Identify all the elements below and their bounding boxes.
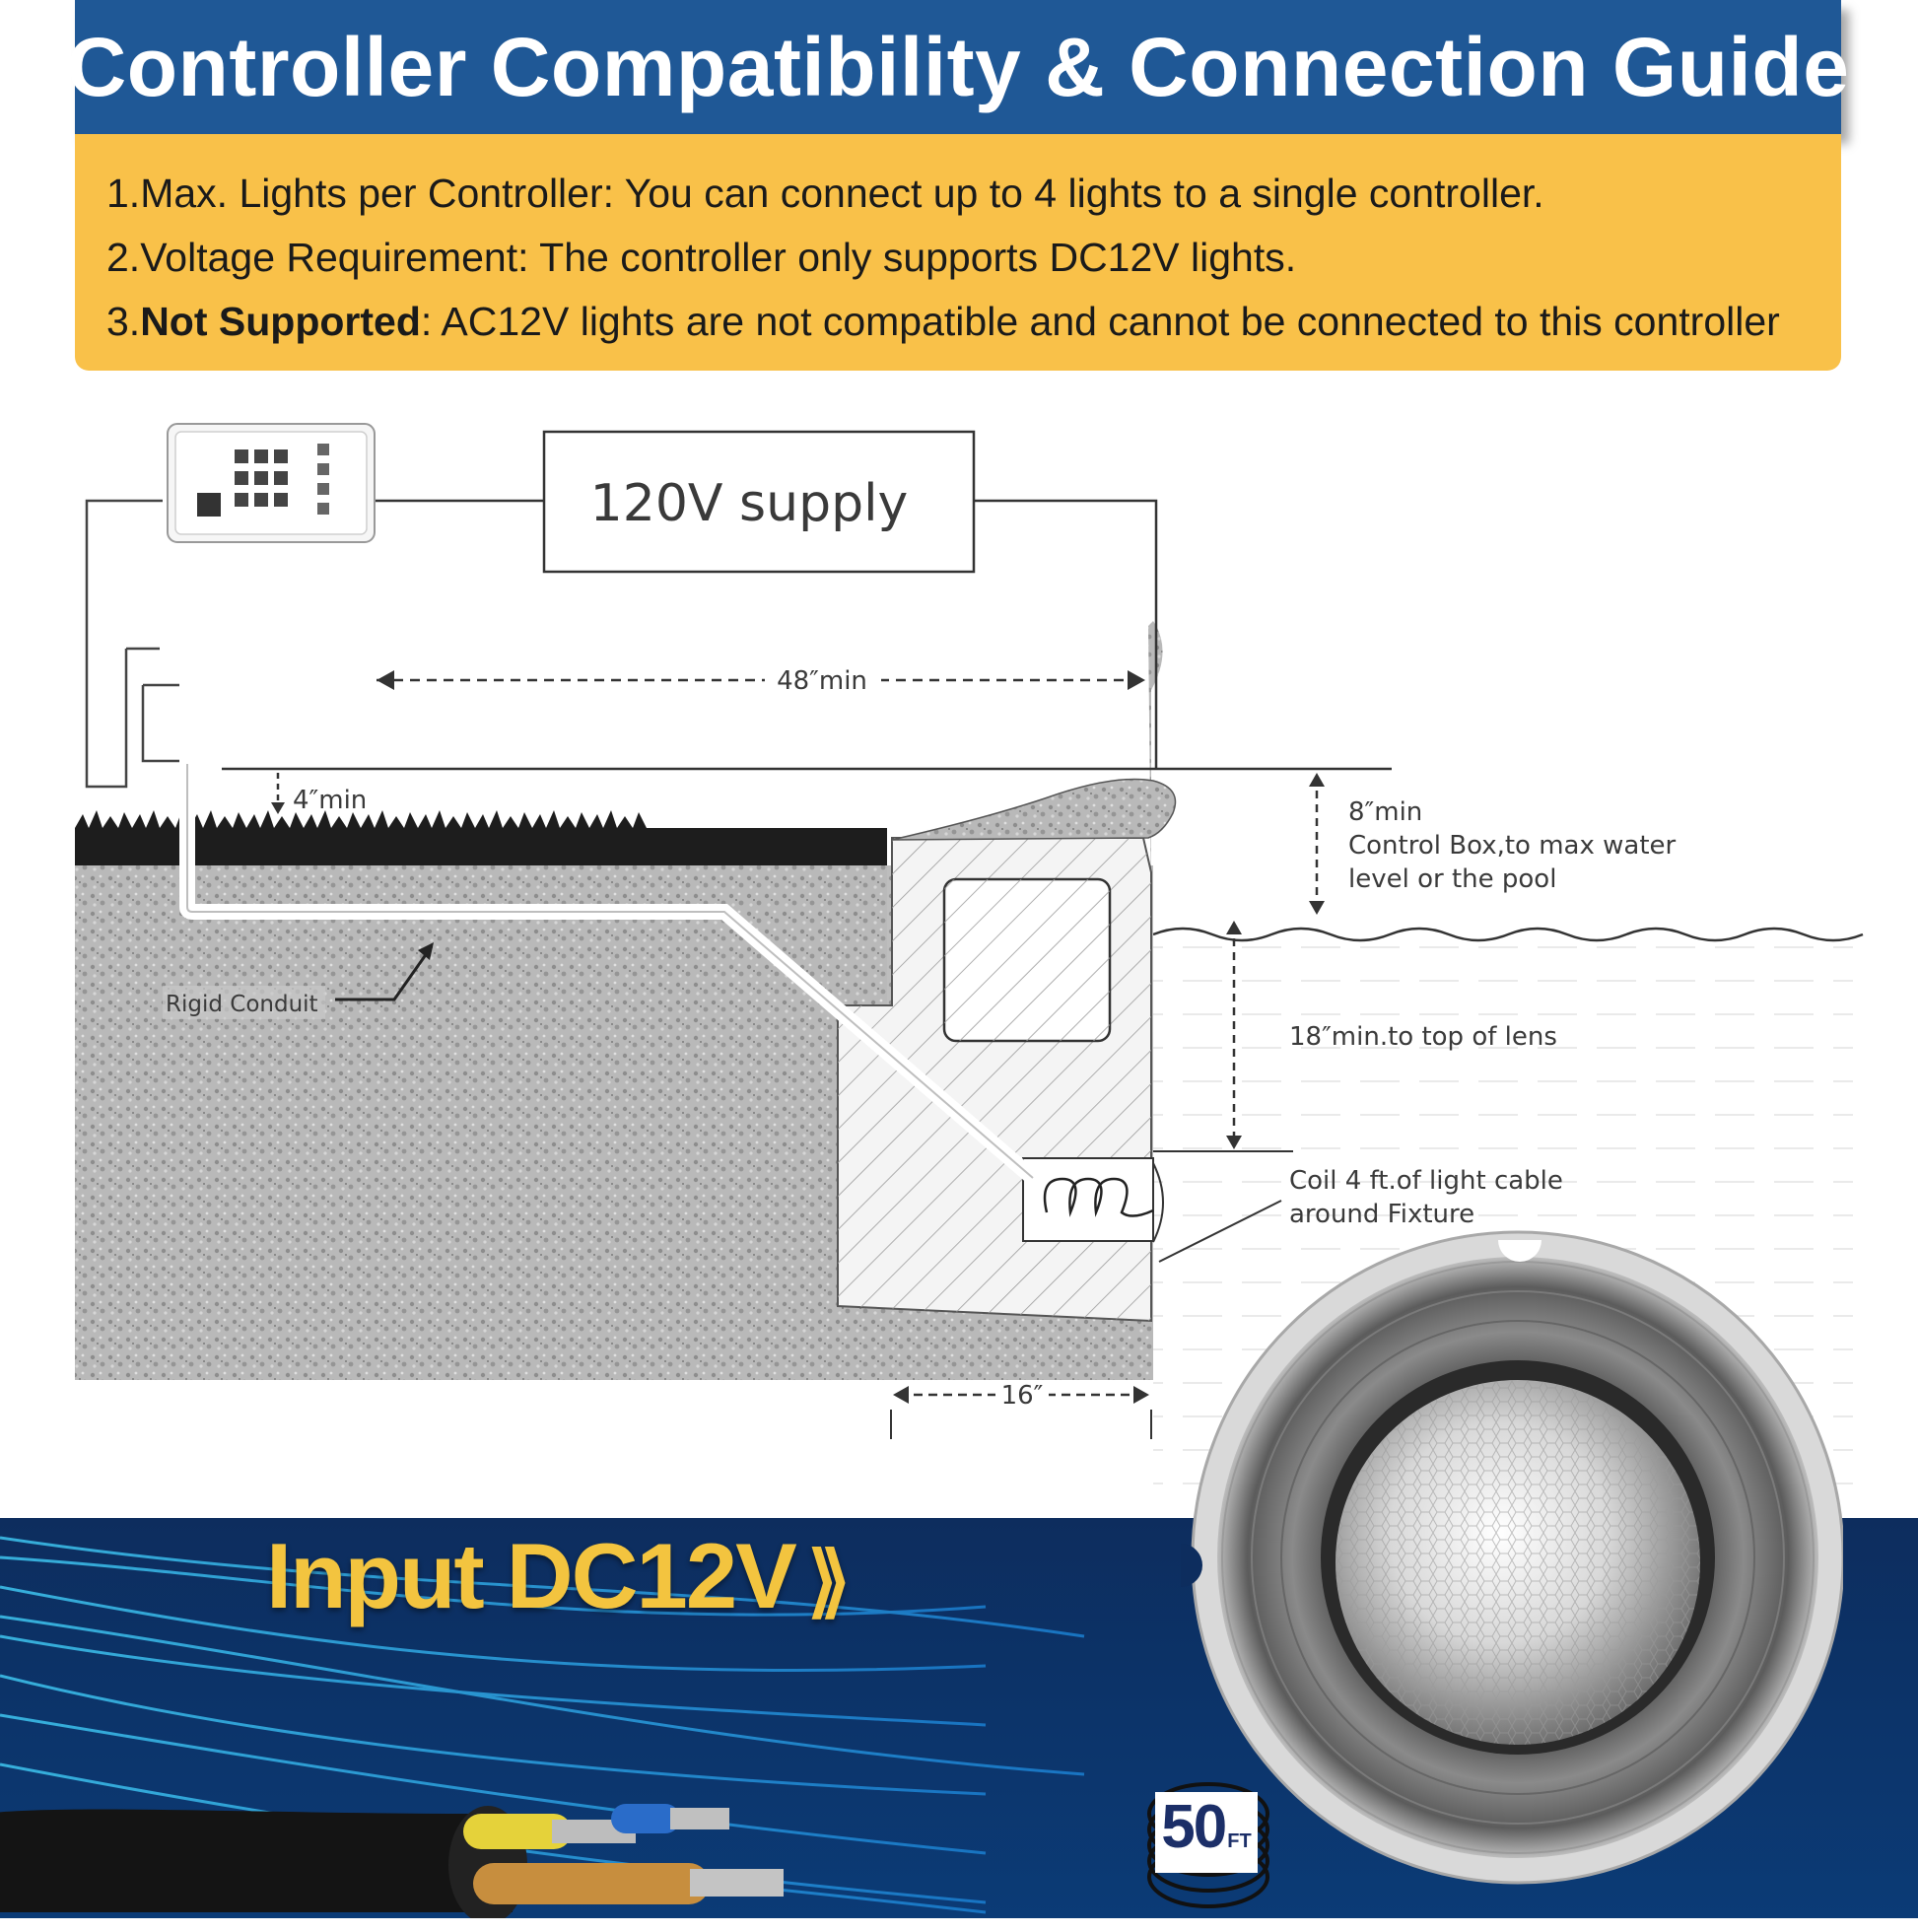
- note-prefix: 1.: [106, 171, 141, 216]
- page-title: Controller Compatibility & Connection Guide: [66, 20, 1850, 113]
- coil-note-2: around Fixture: [1289, 1200, 1475, 1229]
- note-item: [106, 290, 1841, 354]
- note-text: Voltage Requirement: The controller only supports DC12V lights.: [140, 235, 1297, 280]
- dim-8-label: 8″min: [1348, 797, 1423, 827]
- conduit-label: Rigid Conduit: [166, 992, 318, 1017]
- grass: [75, 828, 887, 865]
- note-prefix: 3.: [106, 299, 141, 344]
- chevron-right-icon: ⟫: [806, 1537, 850, 1624]
- input-voltage-label: [266, 1523, 849, 1629]
- note-text: Max. Lights per Controller: You can connect up to 4 lights to a single controller.: [140, 171, 1544, 216]
- dim-4-label: 4″min: [293, 786, 368, 815]
- cable-length-badge: [1155, 1792, 1258, 1873]
- cable-length-number: 50: [1161, 1793, 1226, 1861]
- input-voltage-text: Input DC12V: [266, 1524, 795, 1627]
- dim-48-label: 48″min: [777, 666, 867, 696]
- note-text: : AC12V lights are not compatible and cannot be connected to this controller: [420, 299, 1780, 344]
- compatibility-notes: [75, 134, 1841, 371]
- coil-note-1: Coil 4 ft.of light cable: [1289, 1166, 1563, 1196]
- cable-length-unit: FT: [1227, 1830, 1252, 1852]
- dim-8-note-1: Control Box,to max water: [1348, 831, 1677, 861]
- dim-16-label: 16″: [1000, 1381, 1044, 1411]
- note-item: [106, 226, 1841, 290]
- note-bold: Not Supported: [140, 299, 421, 344]
- dim-18-label: 18″min.to top of lens: [1289, 1022, 1557, 1052]
- pool-coping: [892, 779, 1176, 840]
- note-item: [106, 162, 1841, 226]
- note-prefix: 2.: [106, 235, 141, 280]
- supply-label: 120V supply: [589, 474, 909, 533]
- controller-box-icon: [168, 424, 375, 542]
- title-banner: [66, 0, 1850, 134]
- dim-8-note-2: level or the pool: [1348, 864, 1557, 894]
